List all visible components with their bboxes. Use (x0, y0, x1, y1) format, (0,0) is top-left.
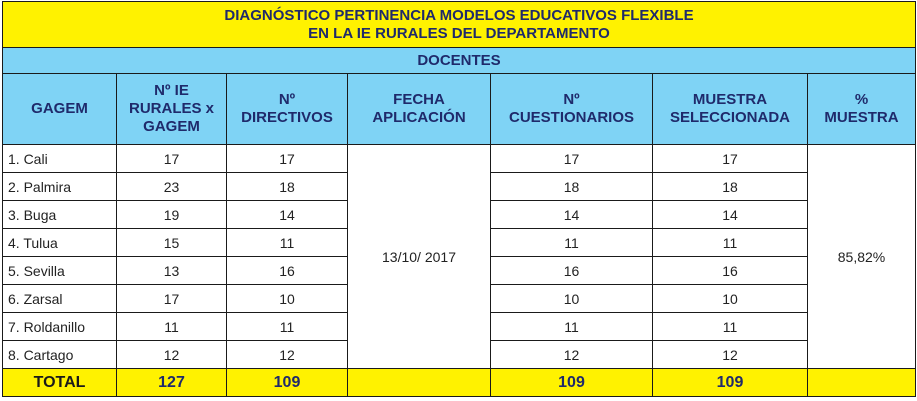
header-ie-rurales (117, 74, 227, 145)
total-muestra: 109 (653, 369, 808, 397)
header-porcentaje-line: MUESTRA (824, 109, 899, 126)
ie-cell: 23 (117, 173, 227, 201)
gagem-cell: 6. Zarsal (3, 285, 117, 313)
title-line-2: EN LA IE RURALES DEL DEPARTAMENTO (308, 24, 610, 42)
header-fecha (348, 74, 491, 145)
gagem-cell: 8. Cartago (3, 341, 117, 369)
gagem-cell: 3. Buga (3, 201, 117, 229)
fecha-aplicacion-cell: 13/10/ 2017 (348, 145, 491, 369)
muestra-cell: 14 (653, 201, 808, 229)
directivos-cell: 17 (227, 145, 348, 173)
ie-cell: 11 (117, 313, 227, 341)
gagem-cell: 7. Roldanillo (3, 313, 117, 341)
directivos-cell: 12 (227, 341, 348, 369)
header-directivos (227, 74, 348, 145)
header-gagem: GAGEM (3, 74, 117, 145)
muestra-cell: 18 (653, 173, 808, 201)
ie-cell: 17 (117, 145, 227, 173)
cuestionarios-cell: 12 (491, 341, 653, 369)
total-fecha (348, 369, 491, 397)
gagem-cell: 5. Sevilla (3, 257, 117, 285)
directivos-cell: 11 (227, 313, 348, 341)
muestra-cell: 12 (653, 341, 808, 369)
ie-cell: 12 (117, 341, 227, 369)
header-porcentaje-line: % (854, 91, 869, 108)
ie-cell: 17 (117, 285, 227, 313)
header-directivos-line: DIRECTIVOS (241, 109, 333, 126)
table-title (3, 2, 916, 48)
ie-cell: 13 (117, 257, 227, 285)
header-porcentaje (808, 74, 916, 145)
total-ie: 127 (117, 369, 227, 397)
group-row (3, 48, 916, 74)
directivos-cell: 14 (227, 201, 348, 229)
cuestionarios-cell: 11 (491, 229, 653, 257)
cuestionarios-cell: 17 (491, 145, 653, 173)
cuestionarios-cell: 18 (491, 173, 653, 201)
total-row (3, 369, 916, 397)
cuestionarios-cell: 14 (491, 201, 653, 229)
header-ie-rurales-line: GAGEM (143, 118, 200, 135)
directivos-cell: 16 (227, 257, 348, 285)
muestra-cell: 11 (653, 313, 808, 341)
header-row (3, 74, 916, 145)
total-directivos: 109 (227, 369, 348, 397)
cuestionarios-cell: 11 (491, 313, 653, 341)
gagem-cell: 2. Palmira (3, 173, 117, 201)
cuestionarios-cell: 16 (491, 257, 653, 285)
header-cuestionarios (491, 74, 653, 145)
title-row (3, 2, 916, 48)
total-cuestionarios: 109 (491, 369, 653, 397)
header-cuestionarios-line: CUESTIONARIOS (508, 109, 634, 126)
muestra-cell: 10 (653, 285, 808, 313)
header-fecha-line: FECHA (393, 91, 445, 108)
directivos-cell: 10 (227, 285, 348, 313)
header-muestra-line: SELECCIONADA (669, 109, 790, 126)
muestra-cell: 11 (653, 229, 808, 257)
header-ie-rurales-line: Nº IE (154, 82, 189, 99)
header-muestra (653, 74, 808, 145)
table-row (3, 145, 916, 173)
directivos-cell: 11 (227, 229, 348, 257)
header-ie-rurales-line: RURALES x (128, 100, 214, 117)
muestra-cell: 17 (653, 145, 808, 173)
gagem-cell: 4. Tulua (3, 229, 117, 257)
header-muestra-line: MUESTRA (692, 91, 768, 108)
total-label: TOTAL (3, 369, 117, 397)
directivos-cell: 18 (227, 173, 348, 201)
total-porcentaje (808, 369, 916, 397)
table-container (2, 1, 915, 397)
porcentaje-muestra-cell: 85,82% (808, 145, 916, 369)
ie-cell: 19 (117, 201, 227, 229)
header-fecha-line: APLICACIÓN (372, 109, 466, 126)
muestra-cell: 16 (653, 257, 808, 285)
cuestionarios-cell: 10 (491, 285, 653, 313)
group-label: DOCENTES (3, 48, 916, 74)
header-directivos-line: Nº (278, 91, 296, 108)
ie-cell: 15 (117, 229, 227, 257)
header-cuestionarios-line: Nº (563, 91, 580, 108)
gagem-cell: 1. Cali (3, 145, 117, 173)
diagnostic-table (2, 1, 916, 397)
title-line-1: DIAGNÓSTICO PERTINENCIA MODELOS EDUCATIVOS FLEXIBLE (224, 6, 694, 24)
